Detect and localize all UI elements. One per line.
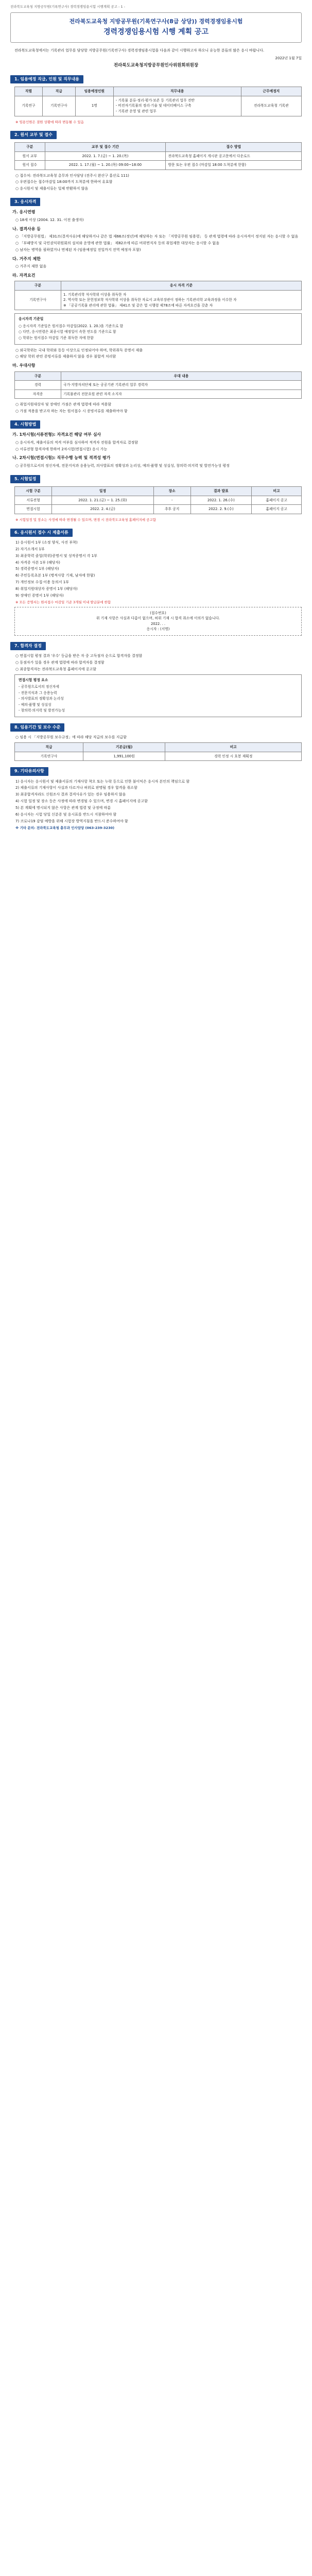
title-line-1: 전라북도교육청 지방공무원(기록연구사(8급 상당)) 경력경쟁임용시험 <box>69 18 243 25</box>
section-4-title: 4. 시험방법 <box>10 420 40 429</box>
th: 직무내용 <box>113 87 241 96</box>
cell: 기록연구사 <box>15 752 83 761</box>
s9-item: 4) 시험 일정 및 장소 등은 사정에 따라 변경될 수 있으며, 변경 시 홈페이지에 공고함 <box>15 799 148 804</box>
s3-extra: ○ 외국학위는 국내 학위와 동등 이상으로 인정되어야 하며, 학위취득 증명서 제출 <box>15 348 143 352</box>
table-row <box>15 496 302 505</box>
th: 교부 및 접수 기간 <box>45 142 166 151</box>
sig-line: 2022. . . <box>150 621 166 626</box>
criteria-item: ○ 학위는 원서접수 마감일 기준 취득한 자에 한함 <box>19 335 94 340</box>
section-1-note: ※ 임용인원은 결원 상황에 따라 변동될 수 있음 <box>15 120 84 124</box>
cell: - <box>153 496 190 505</box>
s4-item: ○ 공무원으로서의 정신자세, 전문지식과 응용능력, 의사발표의 정확성과 논리성, 예의·품행 및 성실성, 창의력·의지력 및 발전가능성 평정 <box>15 463 230 468</box>
doc-item: 7) 개인정보 수집·이용 동의서 1부 <box>15 580 69 585</box>
s5-note: ※ 시험일정 및 장소는 사정에 따라 변경될 수 있으며, 변경 시 전라북도교육청 홈페이지에 공고함 <box>15 517 156 522</box>
signature-box <box>14 607 302 636</box>
s3-item: ○ 남자는 병역을 필하였거나 면제된 자 (임용예정일 전일까지 전역 예정자 포함) <box>15 247 141 252</box>
issuing-org: 전라북도교육청지방공무원인사위원회위원장 <box>113 62 199 68</box>
cell: 방문 또는 우편 접수 (마감일 18:00 도착분에 한함) <box>166 161 302 170</box>
section-1-title: 1. 임용예정 직급, 인원 및 직무내용 <box>10 75 83 83</box>
preference-table <box>14 371 302 399</box>
table-row <box>15 161 302 170</box>
cell: 전라북도교육청 기록관 <box>241 96 301 116</box>
s7-item: ○ 면접시험 평정 결과 '우수' 등급을 받은 자 중 고득점자 순으로 합격자를 결정함 <box>15 654 143 658</box>
doc-item: 4) 자격증 사본 1부 (해당자) <box>15 560 60 565</box>
s9-item: 6) 응시자는 시험 당일 신분증 및 응시표를 반드시 지참하여야 함 <box>15 812 117 817</box>
th: 구분 <box>15 371 61 381</box>
section-2-title: 2. 원서 교부 및 접수 <box>10 131 57 139</box>
s3-sub-disq: 나. 결격사유 등 <box>12 226 41 231</box>
cell: 경력 <box>15 381 61 390</box>
th: 비고 <box>252 486 302 496</box>
salary-table-wrap <box>14 742 302 761</box>
cell: 전라북도교육청 홈페이지 게시판 공고문에서 다운로드 <box>166 151 302 161</box>
interview-criterion: - 의사발표의 정확성과 논리성 <box>19 697 64 701</box>
s3-item: ○ 「부패방지 및 국민권익위원회의 설치와 운영에 관한 법률」 제82조에 따른 비위면직자 등의 취업제한 대상자는 응시할 수 없음 <box>15 241 219 245</box>
criteria-box <box>14 313 302 344</box>
cell: 2022. 1. 21.(금) ~ 1. 25.(화) <box>52 496 154 505</box>
s2-note: ○ 접수처: 전라북도교육청 총무과 인사담당 (전주시 완산구 홍산로 111) <box>15 173 129 178</box>
s3-sub-age: 가. 응시연령 <box>12 210 36 215</box>
s4-item: ○ 응시자격, 제출서류의 적격 여부를 심사하여 적격자 전원을 합격자로 결정함 <box>15 440 138 445</box>
s9-item: 2) 제출서류의 기재사항이 사실과 다르거나 허위로 판명될 경우 합격을 취소함 <box>15 786 137 790</box>
s8-text: ○ 임용 시 「지방공무원 보수규정」에 따라 해당 직급의 보수를 지급함 <box>15 735 127 740</box>
section-6 <box>10 529 302 537</box>
cell: 기록물관리 전문요원 관련 자격 소지자 <box>61 389 302 399</box>
cell: 원서 접수 <box>15 161 45 170</box>
s7-item: ○ 동점자가 있을 경우 관계 법령에 따라 합격자를 결정함 <box>15 660 105 665</box>
cell: 2022. 1. 17.(월) ~ 1. 20.(목) 09:00~18:00 <box>45 161 166 170</box>
cell: 원서 교부 <box>15 151 45 161</box>
header-note: 전라북도교육청 지방공무원(기록연구사) 경력경쟁임용시험 시행계획 공고 - 1 - <box>10 5 126 9</box>
s9-item: 5) 본 계획에 명시되지 않은 사항은 관계 법령 및 규정에 따름 <box>15 805 111 810</box>
interview-criterion: - 창의력·의지력 및 발전가능성 <box>19 708 65 713</box>
title-box <box>10 12 302 43</box>
s4-sub-2: 나. 2차시험(면접시험): 직무수행 능력 및 적격성 평가 <box>12 455 111 461</box>
doc-item: 8) 취업지원대상자 증명서 1부 (해당자) <box>15 586 78 591</box>
section-5 <box>10 475 302 483</box>
th: 결과 발표 <box>190 486 252 496</box>
s3-pref-note: ○ 가점 적용을 받고자 하는 자는 원서접수 시 증빙서류를 제출하여야 함 <box>15 409 128 414</box>
sig-line: 응시자 : (서명) <box>146 627 170 632</box>
qualification-table <box>14 281 302 310</box>
section-9-title: 9. 기타유의사항 <box>10 767 48 775</box>
th: 근무예정지 <box>241 87 301 96</box>
section-3 <box>10 198 302 206</box>
th: 응시 자격 기준 <box>61 281 302 291</box>
section-7 <box>10 642 302 650</box>
s3-residence: ○ 거주지 제한 없음 <box>15 264 47 269</box>
application-table-wrap <box>14 142 302 170</box>
section-6-title: 6. 응시원서 접수 시 제출서류 <box>10 529 73 537</box>
th: 시험 구분 <box>15 486 52 496</box>
section-2 <box>10 131 302 139</box>
cell: 추후 공지 <box>153 505 190 514</box>
interview-criterion: - 전문지식과 그 응용능력 <box>19 690 57 695</box>
doc-item: 3) 최종학력 졸업(학위)증명서 및 성적증명서 각 1부 <box>15 553 97 558</box>
cell: 서류전형 <box>15 496 52 505</box>
th: 구분 <box>15 281 61 291</box>
cell: 1명 <box>75 96 113 116</box>
interview-criterion: - 공무원으로서의 정신자세 <box>19 685 59 689</box>
sig-line: 위 기재 사항은 사실과 다름이 없으며, 허위 기재 시 합격 취소에 이의가 없습니다. <box>96 616 220 621</box>
th: 일정 <box>52 486 154 496</box>
section-4 <box>10 420 302 429</box>
th: 직급 <box>15 743 83 752</box>
table-row <box>15 389 302 399</box>
th: 기본급(월) <box>83 743 165 752</box>
th: 비고 <box>165 743 302 752</box>
s2-note: ○ 응시원서 및 제출서류는 일체 반환하지 않음 <box>15 187 89 191</box>
schedule-table <box>14 486 302 514</box>
cell: 경력 인정 시 호봉 재획정 <box>165 752 302 761</box>
sig-line: (접수번호) <box>150 611 166 615</box>
table-row <box>15 381 302 390</box>
s7-item: ○ 최종합격자는 전라북도교육청 홈페이지에 공고함 <box>15 667 97 671</box>
doc-item: 5) 경력증명서 1부 (해당자) <box>15 567 59 571</box>
cell: 면접시험 <box>15 505 52 514</box>
cell: 2022. 1. 26.(수) <box>190 496 252 505</box>
cell: - 기록물 분류·정리·평가·보존 등 기록관리 업무 전반 - 비전자기록물의 정리·기술 및 데이터베이스 구축 - 기록관 운영 및 관련 업무 <box>113 96 241 116</box>
position-table-wrap <box>14 87 302 116</box>
section-7-title: 7. 합격자 결정 <box>10 642 46 650</box>
cell: 기록연구 <box>15 96 43 116</box>
s6-note: ※ 모든 증명서는 원서접수 마감일 기준 3개월 이내 발급분에 한함 <box>15 600 111 604</box>
s9-item: 3) 최종합격자라도 신원조사 결과 결격사유가 있는 경우 임용하지 않음 <box>15 792 126 797</box>
section-8-title: 8. 임용기간 및 보수 수준 <box>10 723 64 732</box>
s3-sub-residence: 다. 거주지 제한 <box>12 256 41 261</box>
table-row <box>15 290 302 310</box>
s2-note: ○ 우편접수는 접수마감일 18:00까지 도착분에 한하여 유효함 <box>15 180 113 184</box>
document-page <box>0 0 312 847</box>
s3-pref-note: ○ 취업지원대상자 및 장애인 가점은 관계 법령에 따라 적용함 <box>15 402 112 407</box>
salary-table <box>14 742 302 761</box>
cell: 2022. 2. 9.(수) <box>190 505 252 514</box>
s4-item: ○ 서류전형 합격자에 한하여 2차시험(면접시험) 응시 가능 <box>15 447 108 451</box>
th: 직렬 <box>15 87 43 96</box>
contact-info: ※ 기타 문의: 전라북도교육청 총무과 인사담당 (063-239-3230) <box>15 825 115 830</box>
cell: 1. 기록관리학 석사학위 이상을 취득한 자 2. 역사학 또는 문헌정보학 석사학위 이상을 취득한 자로서 교육부장관이 정하는 기록관리학 교육과정을 이수한 자 ※ 「공공기록물 관리에 관한 법률」 제41조 및 같은 법 시행령 제78조에 따른 자격요건을 갖춘 자 <box>61 290 302 310</box>
section-3-title: 3. 응시자격 <box>10 198 40 206</box>
title-line-2: 경력경쟁임용시험 시행 계획 공고 <box>103 28 209 37</box>
th: 구분 <box>15 142 45 151</box>
s3-sub-pref: 마. 우대사항 <box>12 363 36 368</box>
cell: 홈페이지 공고 <box>252 505 302 514</box>
doc-item: 1) 응시원서 1부 (소정 양식, 사진 부착) <box>15 540 78 545</box>
interview-criteria-title: 면접시험 평정 요소 <box>19 677 48 682</box>
announce-date: 2022년 1월 7일 <box>275 56 302 60</box>
intro-paragraph: 전라북도교육청에서는 기록관리 업무를 담당할 지방공무원(기록연구사) 경력경쟁임용시험을 다음과 같이 시행하고자 하오니 유능한 분들의 많은 응시 바랍니다. <box>14 48 265 53</box>
cell: 기록연구사 <box>42 96 75 116</box>
cell: 1,991,100원 <box>83 752 165 761</box>
s3-item: ○ 「지방공무원법」 제31조(결격사유)에 해당하거나 같은 법 제66조(정년)에 해당하는 자 또는 「지방공무원 임용령」 등 관계 법령에 따라 응시자격이 정지된 자는 응시할 수 없음 <box>15 234 299 239</box>
th: 임용예정인원 <box>75 87 113 96</box>
th: 우대 내용 <box>61 371 302 381</box>
doc-item: 2) 자기소개서 1부 <box>15 547 45 551</box>
th: 직급 <box>42 87 75 96</box>
criteria-item: ○ 응시자격 기준일은 원서접수 마감일(2022. 1. 20.)을 기준으로 함 <box>19 324 124 328</box>
doc-item: 6) 주민등록초본 1부 (병적사항 기재, 남자에 한함) <box>15 573 95 578</box>
qualification-table-wrap <box>14 281 302 310</box>
position-table <box>14 87 302 116</box>
doc-item: 9) 장애인 증명서 1부 (해당자) <box>15 593 64 598</box>
criteria-box-title: 응시자격 기준일 <box>19 317 44 321</box>
schedule-table-wrap <box>14 486 302 514</box>
section-5-title: 5. 시험일정 <box>10 475 40 483</box>
application-table <box>14 142 302 170</box>
preference-table-wrap <box>14 371 302 399</box>
s3-extra: ○ 해당 학위 관련 증빙서류를 제출하지 않을 경우 불합격 처리함 <box>15 354 116 359</box>
s3-sub-qual: 라. 자격요건 <box>12 273 36 278</box>
criteria-item: ○ 다만, 응시연령은 최종시험 예정일이 속한 연도를 기준으로 함 <box>19 330 116 334</box>
s9-item: 1) 응시자는 응시원서 및 제출서류의 기재사항 착오 또는 누락 등으로 인한 불이익은 응시자 본인의 책임으로 함 <box>15 779 190 784</box>
table-row <box>15 505 302 514</box>
cell: 기록연구사 <box>15 290 61 310</box>
table-row <box>15 752 302 761</box>
s3-age: ○ 18세 이상 (2004. 12. 31. 이전 출생자) <box>15 217 84 222</box>
interview-criterion: - 예의·품행 및 성실성 <box>19 702 51 707</box>
s4-sub-1: 가. 1차시험(서류전형): 자격요건 해당 여부 심사 <box>12 432 101 437</box>
s9-item: 7) 코로나19 감염 예방을 위해 시험장 방역지침을 반드시 준수하여야 함 <box>15 819 128 823</box>
table-row <box>15 96 302 116</box>
cell: 국가·지방자치단체 또는 공공기관 기록관리 업무 경력자 <box>61 381 302 390</box>
table-row <box>15 151 302 161</box>
section-1 <box>10 75 302 83</box>
cell: 2022. 1. 7.(금) ~ 1. 20.(목) <box>45 151 166 161</box>
interview-criteria-box <box>14 674 302 717</box>
cell: 2022. 2. 4.(금) <box>52 505 154 514</box>
cell: 자격증 <box>15 389 61 399</box>
cell: 홈페이지 공고 <box>252 496 302 505</box>
section-9 <box>10 767 302 775</box>
th: 장소 <box>153 486 190 496</box>
section-8 <box>10 723 302 732</box>
th: 접수 방법 <box>166 142 302 151</box>
